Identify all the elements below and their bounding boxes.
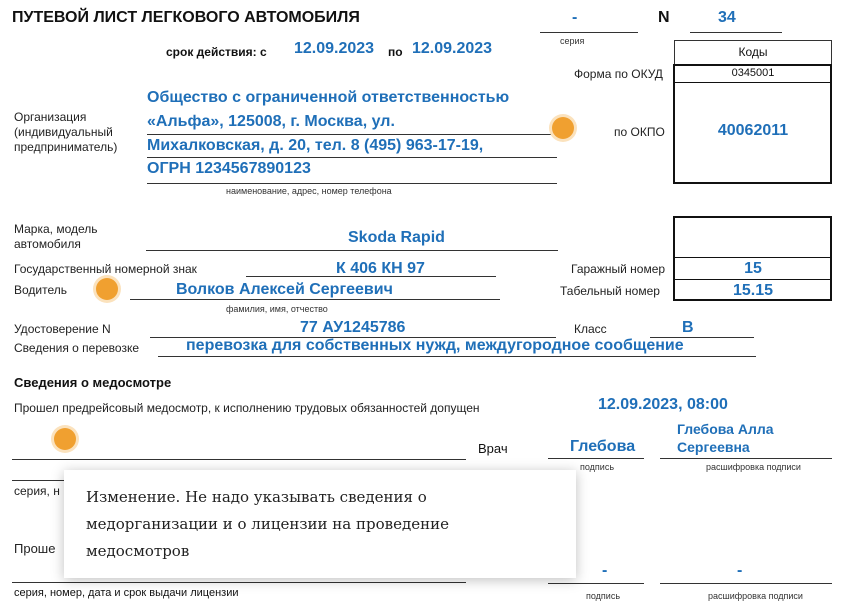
transport-value: перевозка для собственных нужд, междугородное сообщение: [186, 337, 684, 354]
plate-value: К 406 КН 97: [336, 260, 425, 277]
organization-caption: наименование, адрес, номер телефона: [226, 186, 392, 196]
change-note-callout: [64, 470, 576, 578]
tab-value: 15.15: [732, 282, 774, 299]
marker-dot[interactable]: [54, 428, 76, 450]
license-caption: серия, номер, дата и срок выдачи лицензии: [14, 587, 239, 599]
vehicle-label-1: Марка, модель: [14, 222, 98, 236]
driver-label: Водитель: [14, 283, 68, 297]
validity-prefix: срок действия: с: [166, 45, 267, 59]
note-line-3: медосмотров: [86, 542, 190, 560]
medical-datetime: 12.09.2023, 08:00: [598, 396, 728, 413]
medical-section-title: Сведения о медосмотре: [14, 375, 172, 390]
series-caption: серия: [560, 36, 585, 46]
marker-dot[interactable]: [552, 117, 574, 139]
organization-line-1: Общество с ограниченной ответственностью: [147, 89, 510, 106]
note-line-2: медорганизации и о лицензии на проведение: [86, 515, 449, 533]
doctor-name-2: Сергеевна: [677, 439, 750, 455]
series-partial-label: серия, н: [14, 484, 60, 498]
class-value: В: [682, 319, 694, 336]
sign-caption: подпись: [580, 462, 615, 472]
organization-label-1: Организация: [14, 110, 87, 124]
sign-caption-bottom: подпись: [586, 591, 621, 601]
doctor-label: Врач: [478, 441, 508, 456]
decode-caption-bottom: расшифровка подписи: [708, 591, 803, 601]
vehicle-label-2: автомобиля: [14, 237, 81, 251]
validity-from: 12.09.2023: [294, 40, 375, 57]
medical-passed-text: Прошел предрейсовый медосмотр, к исполнению трудовых обязанностей допущен: [14, 401, 480, 415]
okud-label: Форма по ОКУД: [574, 67, 663, 81]
driver-caption: фамилия, имя, отчество: [226, 304, 328, 314]
organization-label-2: (индивидуальный: [14, 125, 113, 139]
okpo-value: 40062011: [717, 122, 789, 139]
organization-label-3: предприниматель): [14, 140, 118, 154]
validity-to: 12.09.2023: [412, 40, 493, 57]
tab-label: Табельный номер: [560, 284, 660, 298]
okpo-label: по ОКПО: [614, 125, 665, 139]
marker-dot[interactable]: [96, 278, 118, 300]
doctor-signature: Глебова: [570, 438, 636, 455]
number-label: N: [658, 9, 670, 26]
plate-label: Государственный номерной знак: [14, 262, 197, 276]
garage-label: Гаражный номер: [571, 262, 666, 276]
codes-header: Коды: [738, 45, 768, 59]
decode-dash: -: [737, 562, 743, 579]
number-value: 34: [718, 9, 736, 26]
series-value: -: [572, 9, 578, 26]
document-title: ПУТЕВОЙ ЛИСТ ЛЕГКОВОГО АВТОМОБИЛЯ: [12, 9, 360, 26]
doctor-name-1: Глебова Алла: [677, 421, 774, 437]
driver-name: Волков Алексей Сергеевич: [176, 281, 393, 298]
organization-line-3: Михалковская, д. 20, тел. 8 (495) 963-17-19,: [147, 137, 484, 154]
license-label: Удостоверение N: [14, 322, 111, 336]
organization-line-2: «Альфа», 125008, г. Москва, ул.: [147, 113, 395, 130]
organization-line-4: ОГРН 1234567890123: [147, 160, 311, 177]
passed-partial-label: Проше: [14, 541, 56, 556]
sign-dash: -: [602, 562, 608, 579]
garage-value: 15: [744, 260, 762, 277]
vehicle-model: Skoda Rapid: [348, 229, 445, 246]
license-value: 77 АУ1245786: [300, 319, 406, 336]
decode-caption: расшифровка подписи: [706, 462, 801, 472]
class-label: Класс: [574, 322, 607, 336]
note-line-1: Изменение. Не надо указывать сведения о: [86, 488, 427, 506]
transport-label: Сведения о перевозке: [14, 341, 140, 355]
okud-value: 0345001: [731, 67, 775, 79]
validity-to-label: по: [388, 45, 403, 59]
